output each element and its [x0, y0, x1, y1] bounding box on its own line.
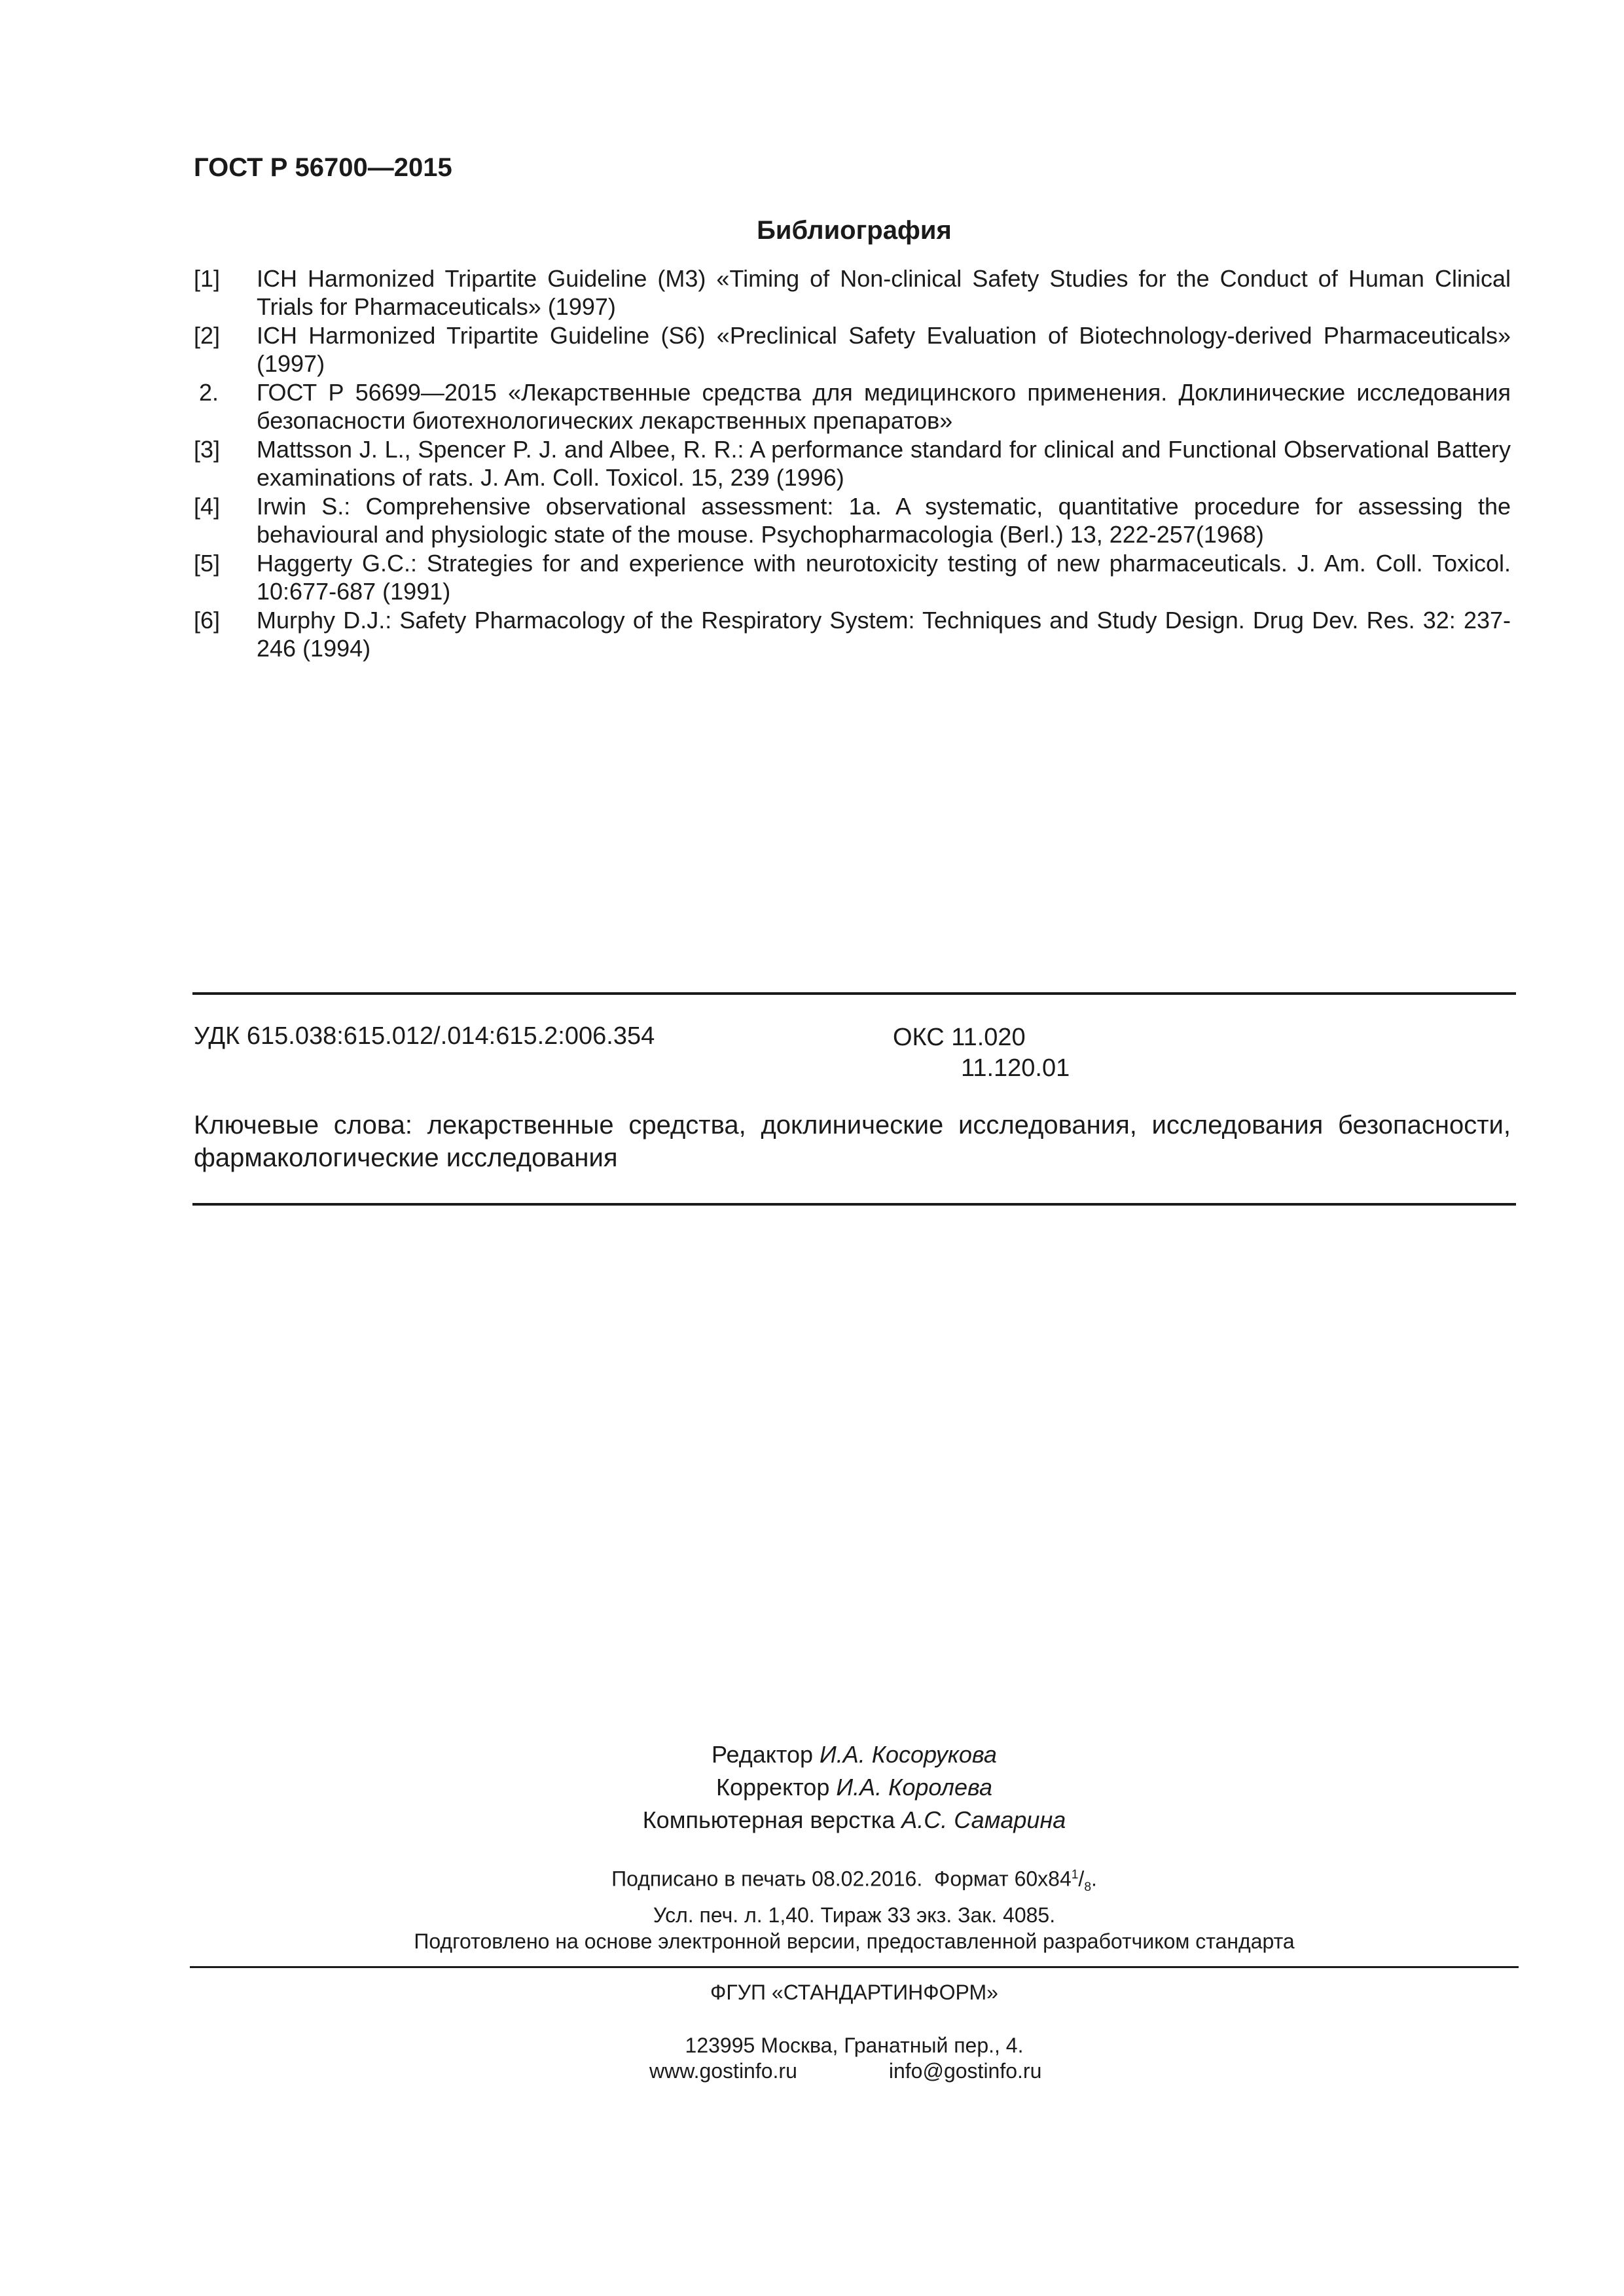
bibliography-title: Библиография — [757, 216, 952, 245]
top-divider — [192, 992, 1516, 995]
bibliography-list — [194, 264, 1511, 663]
bibliography-item-text: ГОСТ Р 56699—2015 «Лекарственные средства для медицинского применения. Доклинические исследования безопасности биотехнологических лекарственных препаратов» — [257, 379, 1511, 434]
document-id: ГОСТ Р 56700—2015 — [194, 153, 452, 182]
signed-date: Подписано в печать 08.02.2016. — [611, 1867, 923, 1891]
publisher-name: ФГУП «СТАНДАРТИНФОРМ» — [710, 1981, 998, 2004]
corrector-line — [0, 1771, 1624, 1804]
bibliography-item-number: [5] — [194, 550, 221, 577]
print-info-line2: Усл. печ. л. 1,40. Тираж 33 экз. Зак. 4085. — [653, 1903, 1056, 1928]
bibliography-item-text: Irwin S.: Comprehensive observational assessment: 1a. A systematic, quantitative procedure for assessing the behavioural and physiologic state of the mouse. Psychopharmacologia (Berl.) 13, 222-257(1968) — [257, 493, 1511, 548]
udk-code: УДК 615.038:615.012/.014:615.2:006.354 — [194, 1022, 655, 1050]
bibliography-item — [194, 549, 1511, 605]
print-info-line1: Подписано в печать 08.02.2016. Формат $60x84^1/_8$. — [611, 1867, 1097, 1895]
bibliography-item — [194, 321, 1511, 378]
bibliography-item-number: [3] — [194, 436, 221, 463]
bibliography-item-number: [4] — [194, 493, 221, 520]
publisher-address: 123995 Москва, Гранатный пер., 4. — [685, 2034, 1024, 2057]
layout-name: А.С. Самарина — [901, 1806, 1066, 1833]
email-link[interactable]: info@gostinfo.ru — [888, 2059, 1042, 2083]
editor-line — [0, 1738, 1624, 1771]
prepared-note: Подготовлено на основе электронной версии, предоставленной разработчиком стандарта — [414, 1929, 1295, 1953]
bibliography-item-number: [1] — [194, 265, 221, 292]
publisher-divider — [190, 1966, 1519, 1968]
corrector-role: Корректор — [716, 1774, 830, 1801]
bibliography-item — [194, 435, 1511, 492]
bibliography-item-text: Haggerty G.C.: Strategies for and experience with neurotoxicity testing of new pharmaceuticals. J. Am. Coll. Toxicol. 10:677-687 (1991) — [257, 550, 1511, 605]
oks-codes — [893, 1022, 1070, 1084]
credits-block — [0, 1738, 1624, 1837]
bibliography-item-text: ICH Harmonized Tripartite Guideline (M3) «Timing of Non-clinical Safety Studies for the Conduct of Human Clinical Trials for Pharmaceuticals» (1997) — [257, 265, 1511, 320]
layout-line — [0, 1804, 1624, 1837]
format-sup: 1 — [1071, 1868, 1079, 1882]
bibliography-item — [194, 378, 1511, 435]
print-info — [0, 1861, 1624, 1929]
bibliography-item — [194, 606, 1511, 662]
bottom-divider — [192, 1203, 1516, 1206]
bibliography-item — [194, 264, 1511, 321]
publisher-contacts — [649, 2059, 1041, 2083]
keywords: Ключевые слова: лекарственные средства, доклинические исследования, исследования безопасности, фармакологические исследования — [194, 1111, 1511, 1172]
bibliography-item-text: ICH Harmonized Tripartite Guideline (S6) «Preclinical Safety Evaluation of Biotechnology-derived Pharmaceuticals» (1997) — [257, 322, 1511, 377]
paper-format: Формат 60x84 — [934, 1867, 1072, 1891]
editor-name: И.А. Косорукова — [820, 1741, 997, 1768]
layout-role: Компьютерная верстка — [642, 1806, 895, 1833]
oks-code-secondary: 11.120.01 — [961, 1054, 1070, 1082]
bibliography-item-number: [6] — [194, 607, 221, 634]
bibliography-item-text: Murphy D.J.: Safety Pharmacology of the Respiratory System: Techniques and Study Design. Drug Dev. Res. 32: 237-246 (1994) — [257, 607, 1511, 662]
oks-code-primary: ОКС 11.020 — [893, 1024, 1026, 1051]
bibliography-item-number: [2] — [194, 322, 221, 349]
format-sub: 8 — [1084, 1880, 1091, 1895]
editor-role: Редактор — [712, 1741, 814, 1768]
website-link[interactable]: www.gostinfo.ru — [649, 2059, 797, 2083]
bibliography-item-text: Mattsson J. L., Spencer P. J. and Albee, R. R.: A performance standard for clinical and Functional Observational Battery examinations of rats. J. Am. Coll. Toxicol. 15, 239 (1996) — [257, 436, 1511, 491]
bibliography-item-number: 2. — [199, 379, 219, 406]
corrector-name: И.А. Королева — [836, 1774, 992, 1801]
bibliography-item — [194, 492, 1511, 548]
